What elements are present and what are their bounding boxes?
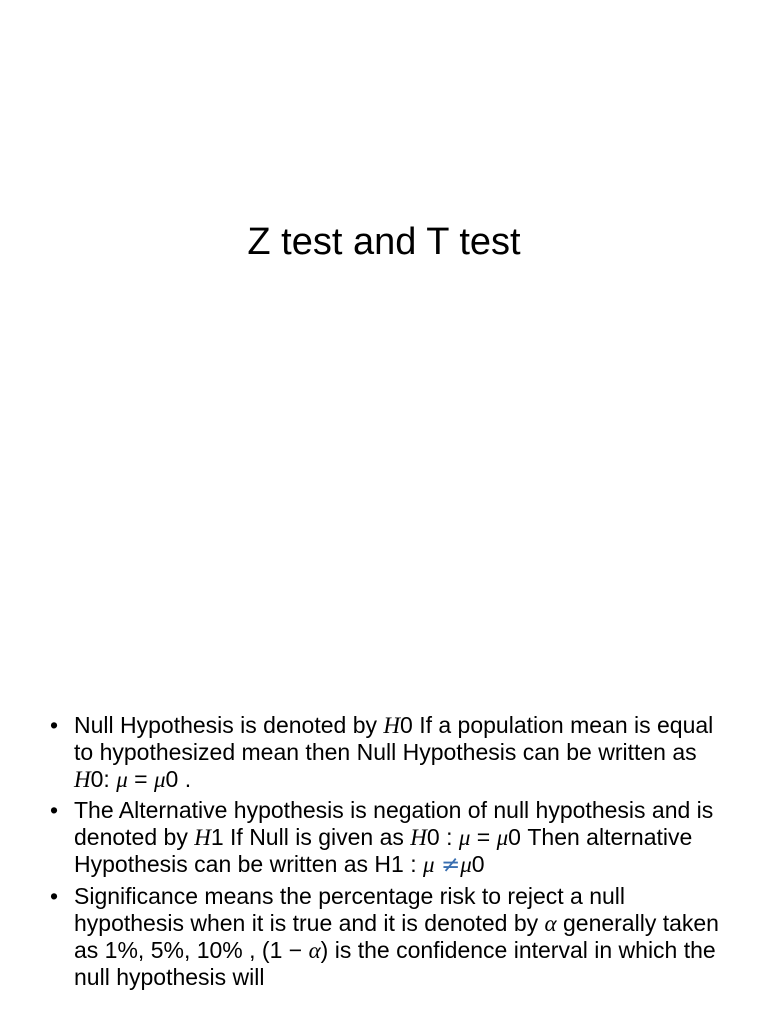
math-symbol: μ [458, 825, 471, 850]
bullet-text: ) is the confidence interval in which the null hypothesis will [74, 937, 716, 990]
math-symbol: μ [116, 767, 128, 792]
bullet-item [40, 797, 730, 879]
math-symbol: α [308, 938, 321, 963]
bullet-text: = [470, 824, 497, 850]
math-symbol: H [74, 767, 91, 792]
math-symbol: μ [423, 852, 435, 877]
bullet-text: generally taken as 1%, 5%, 10% , (1 − [74, 910, 719, 963]
bullet-text: Null Hypothesis is denoted by [74, 712, 384, 738]
bullet-text: Significance means the percentage risk to reject a null hypothesis when it is true and it is denoted by [74, 883, 626, 936]
not-equal-symbol: ≠ [440, 852, 461, 878]
math-symbol: μ [496, 825, 509, 850]
math-symbol: H [410, 825, 427, 850]
math-symbol: H [383, 713, 401, 738]
math-symbol: μ [153, 767, 166, 792]
bullet-list [40, 712, 730, 995]
bullet-text: = [127, 766, 154, 792]
math-symbol: H [194, 825, 211, 850]
math-symbol: μ [460, 852, 472, 877]
bullet-item [40, 883, 730, 991]
bullet-text: The Alternative hypothesis is negation of null hypothesis and is denoted by [74, 797, 714, 850]
bullet-text: 1 If Null is given as [210, 824, 411, 850]
bullet-item [40, 712, 730, 793]
bullet-text: 0: [90, 766, 117, 792]
math-symbol: α [544, 911, 557, 936]
bullet-dot: • [50, 883, 59, 909]
bullet-text: 0 . [165, 766, 192, 792]
bullet-text: 0 Then alternative Hypothesis can be written as H1 : [74, 824, 693, 877]
slide-title: Z test and T test [247, 221, 521, 263]
bullet-dot: • [50, 797, 59, 823]
bullet-text: 0 [471, 851, 485, 877]
bullet-text: 0 If a population mean is equal to hypothesized mean then Null Hypothesis can be written as [74, 712, 714, 765]
bullet-text: 0 : [426, 824, 459, 850]
bullet-dot: • [50, 712, 59, 738]
